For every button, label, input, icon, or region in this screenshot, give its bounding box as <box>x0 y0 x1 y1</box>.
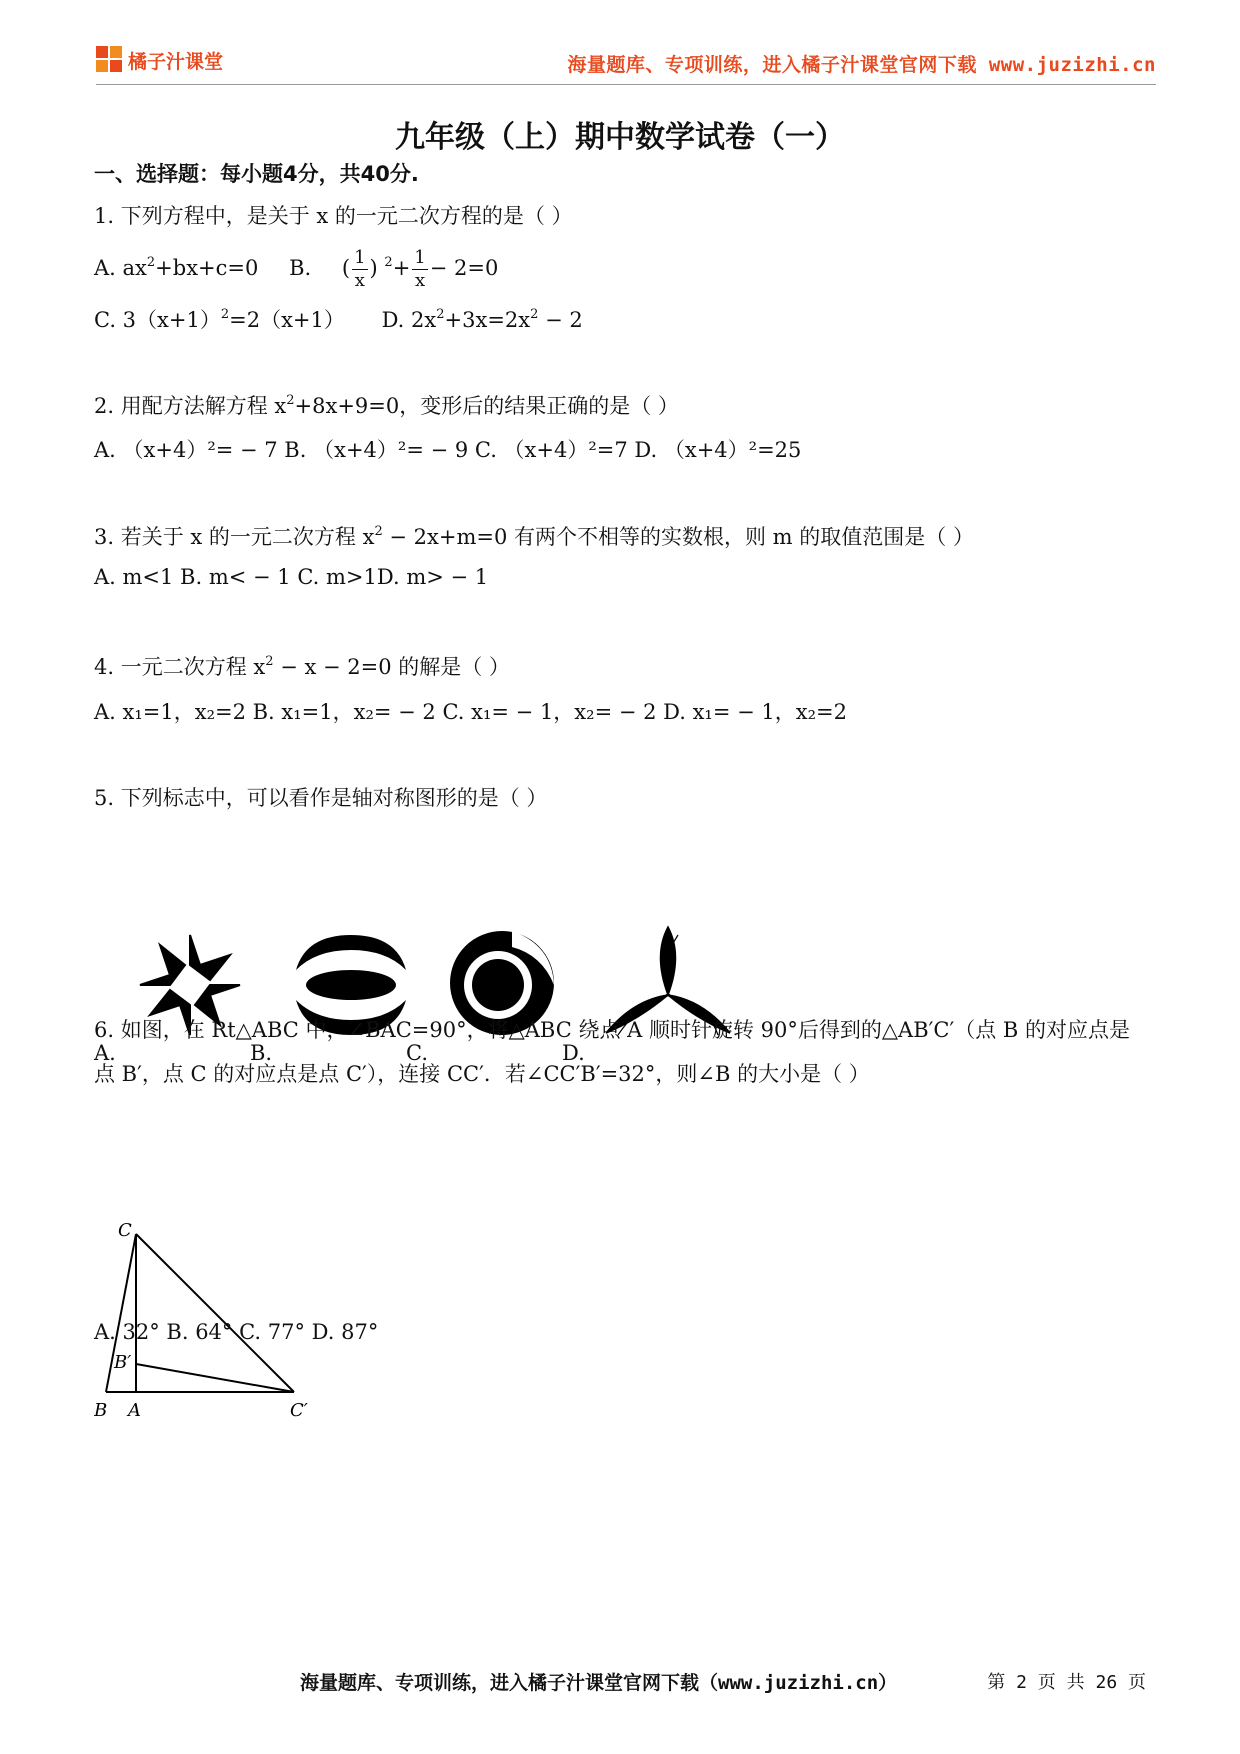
logo-option-a: A. <box>94 925 254 1065</box>
question-5-stem: 5. 下列标志中，可以看作是轴对称图形的是（ ） <box>94 786 548 810</box>
question-3-options: A. m<1 B. m< − 1 C. m>1D. m> − 1 <box>94 565 489 589</box>
logo-option-d: D. <box>562 925 722 1065</box>
question-2-stem: 2. 用配方法解方程 $x^2+8x+9=0$，变形后的结果正确的是（ ） <box>94 393 679 418</box>
label-b-prime: B′ <box>114 1352 132 1373</box>
question-3-stem: 3. 若关于 x 的一元二次方程 $x^2 - 2x+m=0$ 有两个不相等的实数根，则 m 的取值范围是（ ） <box>94 524 974 549</box>
q1-option-b: B. ( $\frac{1}{x}$ ) $^2$+ $\frac{1}{x}$ − 2=0 <box>289 247 499 291</box>
logo-options <box>94 925 894 1065</box>
label-c: C <box>118 1222 132 1241</box>
question-4-stem: 4. 一元二次方程 $x^2 - x - 2=0$ 的解是（ ） <box>94 654 510 679</box>
label-a: A <box>128 1400 141 1421</box>
footer-tagline: 海量题库、专项训练，进入橘子汁课堂官网下载（www.juzizhi.cn） <box>300 1672 898 1694</box>
logo-option-c: C. <box>406 925 566 1065</box>
page-title: 九年级（上）期中数学试卷（一） <box>395 120 845 155</box>
brand-logo[interactable] <box>96 46 223 74</box>
question-6-stem-line1: 6. 如图，在 Rt△ABC 中，∠BAC=90°，将△ABC 绕点 A 顺时针旋转 90°后得到的△AB′C′（点 B 的对应点是 <box>94 1018 1131 1042</box>
header-tagline: 海量题库、专项训练，进入橘子汁课堂官网下载 www.juzizhi.cn <box>567 54 1156 76</box>
fraction: $\frac{1}{x}$ <box>414 247 426 291</box>
label-c-prime: C′ <box>290 1400 308 1421</box>
question-6-stem-line2: 点 B′，点 C 的对应点是点 C′），连接 CC′．若∠CC′B′=32°，则∠B 的大小是（ ） <box>94 1062 870 1086</box>
question-2-options: A. （x+4）²= − 7 B. （x+4）²= − 9 C. （x+4）²=7 D. （x+4）²=25 <box>94 438 802 462</box>
question-6-options: A. 32° B. 64° C. 77° D. 87° <box>94 1320 379 1344</box>
q1-option-d: D. $2x^2+3x=2x^2 - 2$ <box>381 307 583 332</box>
page-header <box>96 42 1156 85</box>
section-heading: 一、选择题：每小题4分，共40分. <box>94 162 419 186</box>
q1-option-c: C. $3(x+1)^2=2(x+1)$ <box>94 307 345 332</box>
label-b: B <box>94 1400 108 1421</box>
logo-text: 橘子汁课堂 <box>128 50 224 73</box>
question-1-options-ab <box>94 247 498 292</box>
question-1-options-cd <box>94 304 583 334</box>
page-number: 第 2 页 共 26 页 <box>987 1672 1146 1693</box>
logo-icon <box>96 46 124 74</box>
logo-option-b: B. <box>250 925 410 1065</box>
fraction: $\frac{1}{x}$ <box>354 247 366 291</box>
q1-option-a: A. $ax^2+bx+c=0$ <box>94 255 259 280</box>
question-4-options: A. x₁=1，x₂=2 B. x₁=1，x₂= − 2 C. x₁= − 1，x₂= − 2 D. x₁= − 1，x₂=2 <box>94 700 847 724</box>
question-1-stem: 1. 下列方程中，是关于 x 的一元二次方程的是（ ） <box>94 204 573 228</box>
